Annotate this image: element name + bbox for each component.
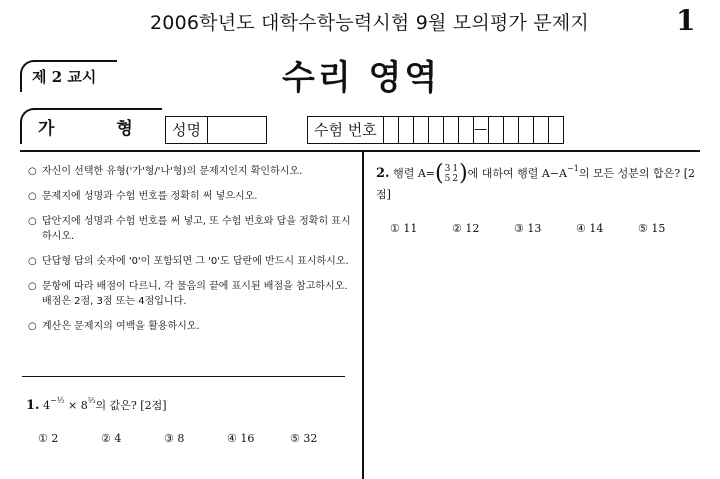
subject-title: 수리 영역	[282, 58, 441, 98]
id-digit-cell[interactable]	[534, 117, 549, 143]
exam-id-field[interactable]	[307, 116, 564, 144]
id-digit-cell[interactable]	[414, 117, 429, 143]
question-number: 2.	[376, 166, 390, 181]
bullet-icon: ○	[28, 216, 37, 227]
bullet-icon: ○	[28, 256, 37, 267]
choice-1: ① 11	[390, 222, 418, 235]
id-digit-cell[interactable]	[399, 117, 414, 143]
choice-2: ② 12	[452, 222, 480, 235]
bullet-icon: ○	[28, 281, 37, 292]
instruction-item: ○ 자신이 선택한 유형('가'형/'나'형)의 문제지인지 확인하시오.	[28, 166, 303, 177]
id-digit-cell[interactable]	[459, 117, 474, 143]
question-number: 1.	[26, 398, 40, 413]
question-2-choices	[390, 222, 700, 235]
instructions-list	[28, 164, 358, 344]
choice-4: ④ 16	[227, 432, 255, 445]
id-digit-cell[interactable]	[384, 117, 399, 143]
question-1: 1. $4^{-\frac{1}{2}} \times 8^{\frac{2}{3}}$의 값은? [2점]	[26, 396, 167, 413]
id-dash-cell: —	[474, 117, 489, 143]
header-divider	[20, 150, 700, 152]
instruction-item: ○ 문항에 따라 배점이 다르니, 각 물음의 끝에 표시된 배점을 참고하시오. 배점은 2점, 3점 또는 4점입니다.	[28, 281, 348, 307]
choice-3: ③ 8	[164, 432, 185, 445]
column-divider	[362, 151, 364, 479]
id-digit-cell[interactable]	[549, 117, 563, 143]
instruction-item: ○ 문제지에 성명과 수험 번호를 정확히 써 넣으시오.	[28, 191, 258, 202]
question-2: 2. 행렬 A= ( 3 5 1 2 ) 에 대하여 행렬 $A-A^{-1}$의 모든 성분의 합은? [2점]	[376, 161, 695, 201]
id-digit-cell[interactable]	[429, 117, 444, 143]
session-label: 제 2 교시	[32, 68, 97, 86]
name-field[interactable]	[165, 116, 267, 144]
instructions-separator	[22, 376, 345, 377]
choice-4: ④ 14	[576, 222, 604, 235]
choice-5: ⑤ 15	[638, 222, 666, 235]
exam-header-title: 2006학년도 대학수학능력시험 9월 모의평가 문제지	[150, 12, 589, 34]
bullet-icon: ○	[28, 321, 37, 332]
id-digit-cell[interactable]	[519, 117, 534, 143]
bullet-icon: ○	[28, 191, 37, 202]
instruction-item: ○ 답안지에 성명과 수험 번호를 써 넣고, 또 수험 번호와 답을 정확히 표시하시오.	[28, 216, 351, 242]
id-digit-cell[interactable]	[489, 117, 504, 143]
page-number: 1	[676, 4, 696, 37]
choice-3: ③ 13	[514, 222, 542, 235]
name-input-blank[interactable]	[208, 117, 266, 143]
bullet-icon: ○	[28, 166, 37, 177]
choice-2: ② 4	[101, 432, 122, 445]
id-digit-cell[interactable]	[504, 117, 519, 143]
instruction-item: ○ 단답형 답의 숫자에 '0'이 포함되면 그 '0'도 답란에 반드시 표시하시오.	[28, 256, 349, 267]
name-label: 성명	[166, 117, 208, 143]
exam-type-label: 가 형	[38, 119, 161, 139]
question-1-choices	[38, 432, 353, 445]
exam-id-label: 수험 번호	[308, 117, 384, 143]
choice-1: ① 2	[38, 432, 59, 445]
id-digit-cell[interactable]	[444, 117, 459, 143]
choice-5: ⑤ 32	[290, 432, 318, 445]
matrix-a: ( 3 5 1 2 )	[435, 161, 468, 186]
instruction-item: ○ 계산은 문제지의 여백을 활용하시오.	[28, 321, 200, 332]
